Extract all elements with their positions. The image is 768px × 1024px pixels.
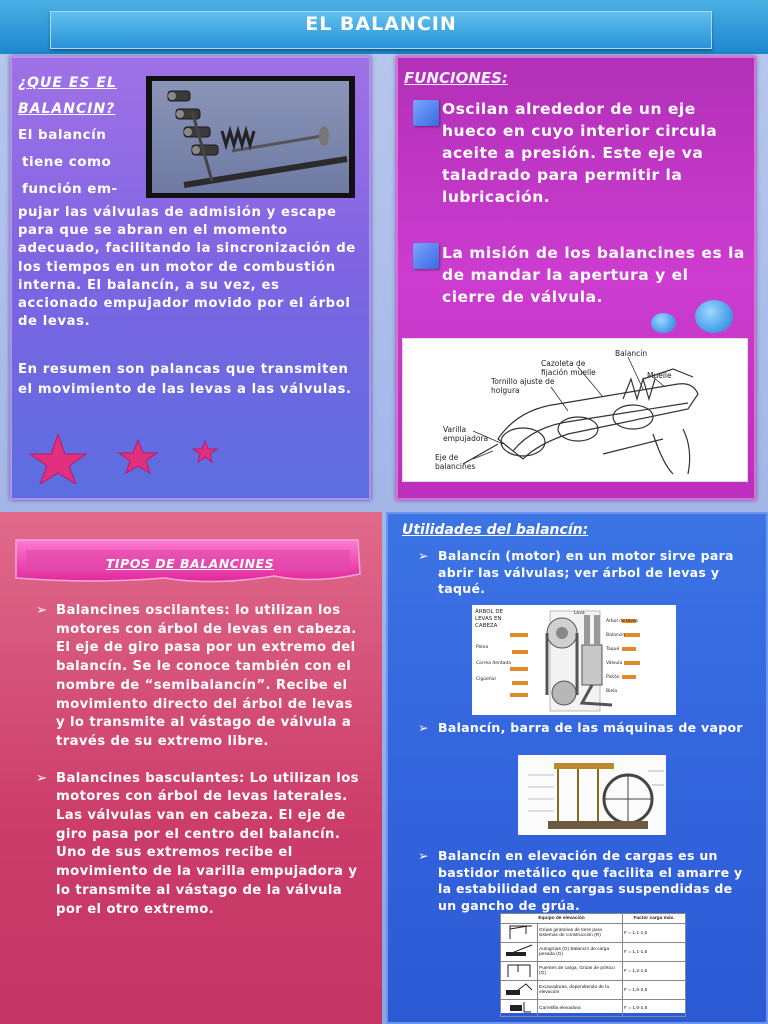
truck-crane-icon [501,943,538,962]
star-decorations [20,428,240,484]
engine-label: Leva [574,611,585,616]
arrow-bullet-icon: ➢ [36,770,48,786]
arrow-bullet-icon: ➢ [36,603,48,618]
utilidades-title: Utilidades del balancín: [402,522,589,538]
table-cell: F = 1,6-2,5 [623,1000,686,1017]
tipo-text: Balancines oscilantes: lo utilizan los motores con árbol de levas en cabeza. El eje de giro pasa por un extremo del balancín. Se le conoce también con el nombre de “semibalancín”. Recibe el movimiento directo del árbol de levas y lo transmite al vástago de válvula a través de su extremo libre. [56,603,357,749]
arrow-bullet-icon: ➢ [418,720,429,735]
engine-label: Balancín [606,633,626,638]
panel1-summary: En resumen son palancas que transmiten el movimiento de las levas a las válvulas. [18,362,352,397]
table-cell: F = 1,1-1,5 [623,943,686,962]
table-header: Equipo de elevación [501,914,623,924]
list-item [36,602,366,752]
table-cell: F = 1,6-2,5 [623,981,686,1000]
list-item [418,720,753,737]
panel1-body: pujar las válvulas de admisión y escape para que se abran en el momento adecuado, facilitando la sincronización de los tiempos en un motor de combustión interna. El balancín, a su vez, es accionado empujador movido por el árbol de levas. [18,205,356,330]
engine-label: Taqué [606,647,620,652]
engine-label: Polea [476,645,489,650]
table-cell: Excavadoras, dependiendo de la elevación [538,981,623,1000]
engine-label: Pistón [606,675,620,680]
bubble-decoration [651,313,676,333]
tipos-list [36,602,366,937]
title-bar [50,11,712,49]
forklift-icon [501,1000,538,1017]
square-bullet-icon [413,100,439,126]
table-cell: Autogrúas (G) Balancín de carga pesada (G) [538,943,623,962]
star-small [193,441,217,462]
lifting-table [500,913,686,1013]
engine-label: Árbol de levas [606,619,639,624]
engine-labels-left [574,607,610,621]
star-large [30,434,86,484]
table-cell: Puentes de carga, Grúas de pórtico (G) [538,962,623,981]
square-bullet-icon [413,243,439,269]
engine-labels-right [606,615,646,699]
crane-icon [501,924,538,943]
table-cell: F = 1,1-1,5 [623,924,686,943]
engine-caption: ÁRBOL DE LEVAS EN CABEZA [475,609,504,629]
rocker-diagram [402,338,748,482]
util-text: Balancín (motor) en un motor sirve para abrir las válvulas; ver árbol de levas y taqué. [438,548,734,596]
gantry-crane-icon [501,962,538,981]
label-balancin: Balancín [615,349,648,358]
table-cell: Carretilla elevadora [538,1000,623,1017]
util-text: Balancín, barra de las máquinas de vapor [438,720,743,735]
funcion-item: La misión de los balancines es la de mandar la apertura y el cierre de válvula. [442,244,745,306]
panel1-short-lines [18,122,118,203]
engine-label: Cigüeñal [476,677,496,682]
util-item-1 [418,548,753,598]
label-cazoleta: Cazoleta de fijación muelle [541,359,596,377]
util-item-2 [418,720,753,737]
arrow-bullet-icon: ➢ [418,848,429,863]
engine-labels-far-left [476,640,512,688]
rocker-arm-photo [146,76,355,198]
panel1-question: ¿QUE ES EL BALANCIN? [18,75,117,117]
tipos-title: TIPOS DE BALANCINES [105,556,275,571]
table-header: Factor carga máx. [623,914,686,924]
short-line: tiene como [22,154,112,170]
arrow-bullet-icon: ➢ [418,548,429,563]
funcion-item: Oscilan alrededor de un eje hueco en cuyo interior circula aceite a presión. Este eje va taladrado para permitir la lubricación. [442,100,718,206]
engine-label: Correa dentada [476,661,511,666]
list-item [36,770,366,920]
short-line: función em- [22,181,118,197]
star-medium [119,440,157,473]
label-eje: Eje de balancines [435,453,476,471]
list-item [418,548,753,598]
label-tornillo: Tornillo ajuste de holgura [491,377,555,395]
steam-engine-image [518,755,666,835]
util-text: Balancín en elevación de cargas es un bastidor metálico que facilita el amarre y la estabilidad en cargas suspendidas de un gancho de grúa. [438,848,743,913]
bubble-decoration [695,300,733,333]
engine-label: Válvula [606,661,623,666]
funciones-title: FUNCIONES: [404,69,508,87]
short-line: El balancín [18,127,107,143]
list-item [418,848,753,914]
label-muelle: Muelle [647,371,672,380]
table-cell: F = 1,2-1,6 [623,962,686,981]
table-cell: Grúas giratorias de torre para sistemas de construcción (R) [538,924,623,943]
excavator-icon [501,981,538,1000]
tipo-text: Balancines basculantes: Lo utilizan los motores con árbol de levas laterales. Las válvulas van en cabeza. El eje de giro pasa por el centro del balancín. Uno de sus extremos recibe el movimiento de la varilla empujadora y lo transmite al vástago de la válvula por el otro extremo. [56,770,359,917]
engine-label: Biela [606,689,618,694]
header [0,0,768,54]
util-item-3 [418,848,753,914]
label-varilla: Varilla empujadora [443,425,489,443]
page-title: EL BALANCIN [305,13,457,35]
